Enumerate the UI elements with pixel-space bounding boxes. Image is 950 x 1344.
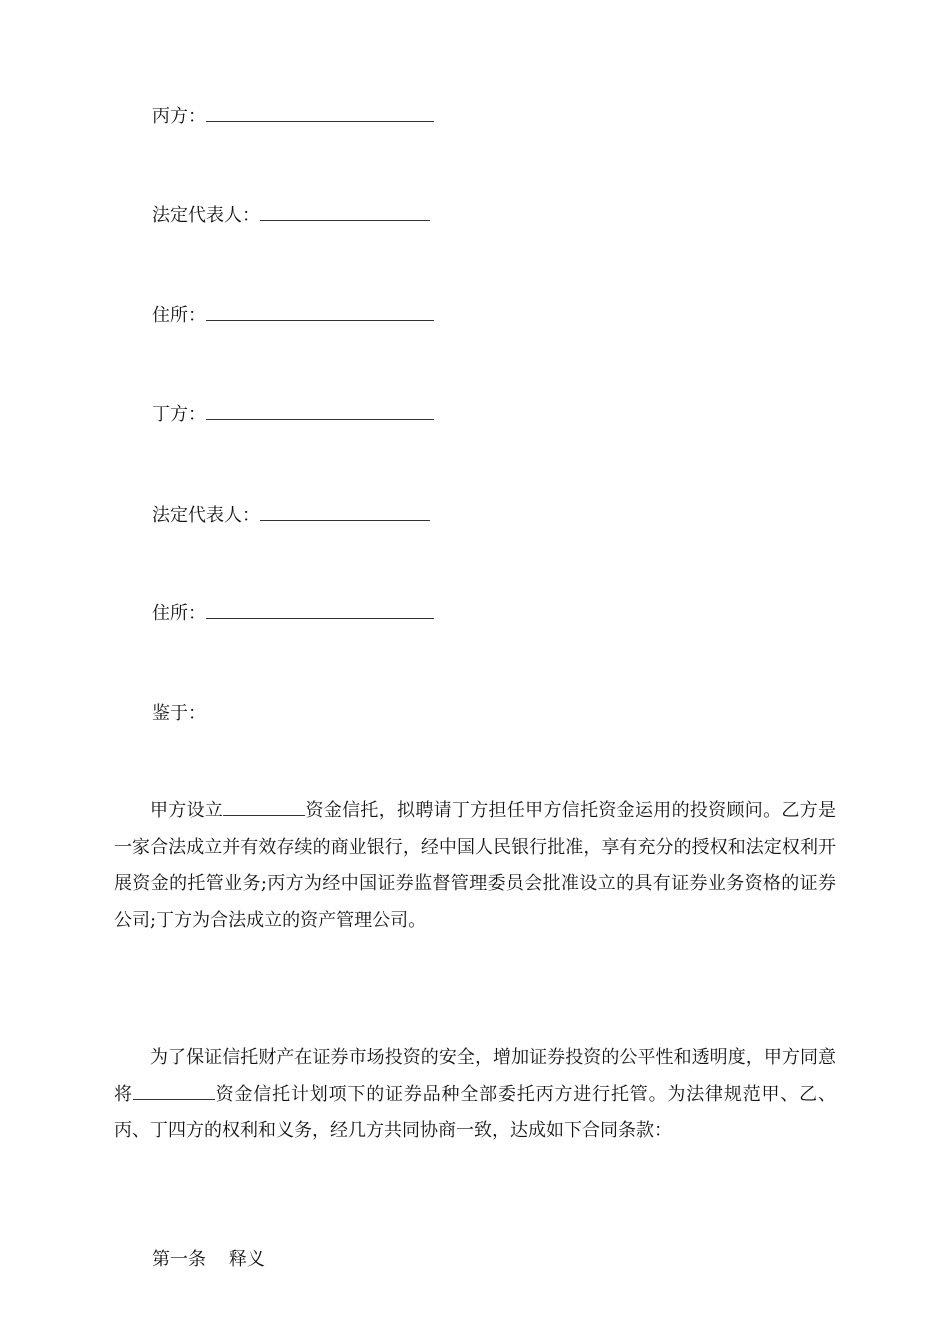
party-c-label: 丙方： — [152, 106, 206, 127]
article-1-heading — [152, 1248, 265, 1272]
recital-paragraph-1 — [114, 793, 836, 940]
article-1-title: 释义 — [228, 1249, 265, 1270]
party-d-address-blank — [206, 601, 434, 619]
party-d-address-line — [152, 601, 434, 626]
recital-1-rest: 资金信托，拟聘请丁方担任甲方信托资金运用的投资顾问。乙方是一家合法成立并有效存续的商业银行，经中国人民银行批准，享有充分的授权和法定权利开展资金的托管业务;丙方为经中国证券监督管理委员会批准设立的具有证券业务资格的证券公司;丁方为合法成立的资产管理公司。 — [114, 800, 837, 932]
article-1-number: 第一条 — [152, 1249, 206, 1270]
trust-name-blank-2 — [133, 1084, 215, 1100]
party-c-representative-blank — [260, 203, 430, 221]
party-c-representative-label: 法定代表人： — [152, 205, 260, 226]
party-d-label: 丁方： — [152, 404, 206, 425]
party-d-representative-blank — [260, 503, 430, 521]
recital-1-start: 甲方设立 — [150, 800, 224, 821]
recital-2-start: 为了保证信托财产在证券市场投资的安全，增加证券投资的公平性和透明度，甲方同意将 — [114, 1047, 836, 1105]
whereas-label: 鉴于： — [152, 703, 206, 724]
party-c-line — [152, 104, 434, 129]
party-c-representative-line — [152, 203, 430, 228]
recital-paragraph-2 — [114, 1040, 836, 1150]
party-d-blank — [206, 402, 434, 420]
party-c-address-blank — [206, 303, 434, 321]
party-d-representative-line — [152, 503, 430, 528]
trust-name-blank-1 — [223, 800, 305, 816]
recital-2-rest: 资金信托计划项下的证券品种全部委托丙方进行托管。为法律规范甲、乙、丙、丁四方的权利和义务，经几方共同协商一致，达成如下合同条款： — [114, 1083, 837, 1142]
party-c-address-label: 住所： — [152, 305, 206, 326]
party-d-line — [152, 402, 434, 427]
party-c-address-line — [152, 303, 434, 328]
party-c-blank — [206, 104, 434, 122]
whereas-heading — [152, 702, 206, 726]
party-d-representative-label: 法定代表人： — [152, 505, 260, 526]
party-d-address-label: 住所： — [152, 603, 206, 624]
